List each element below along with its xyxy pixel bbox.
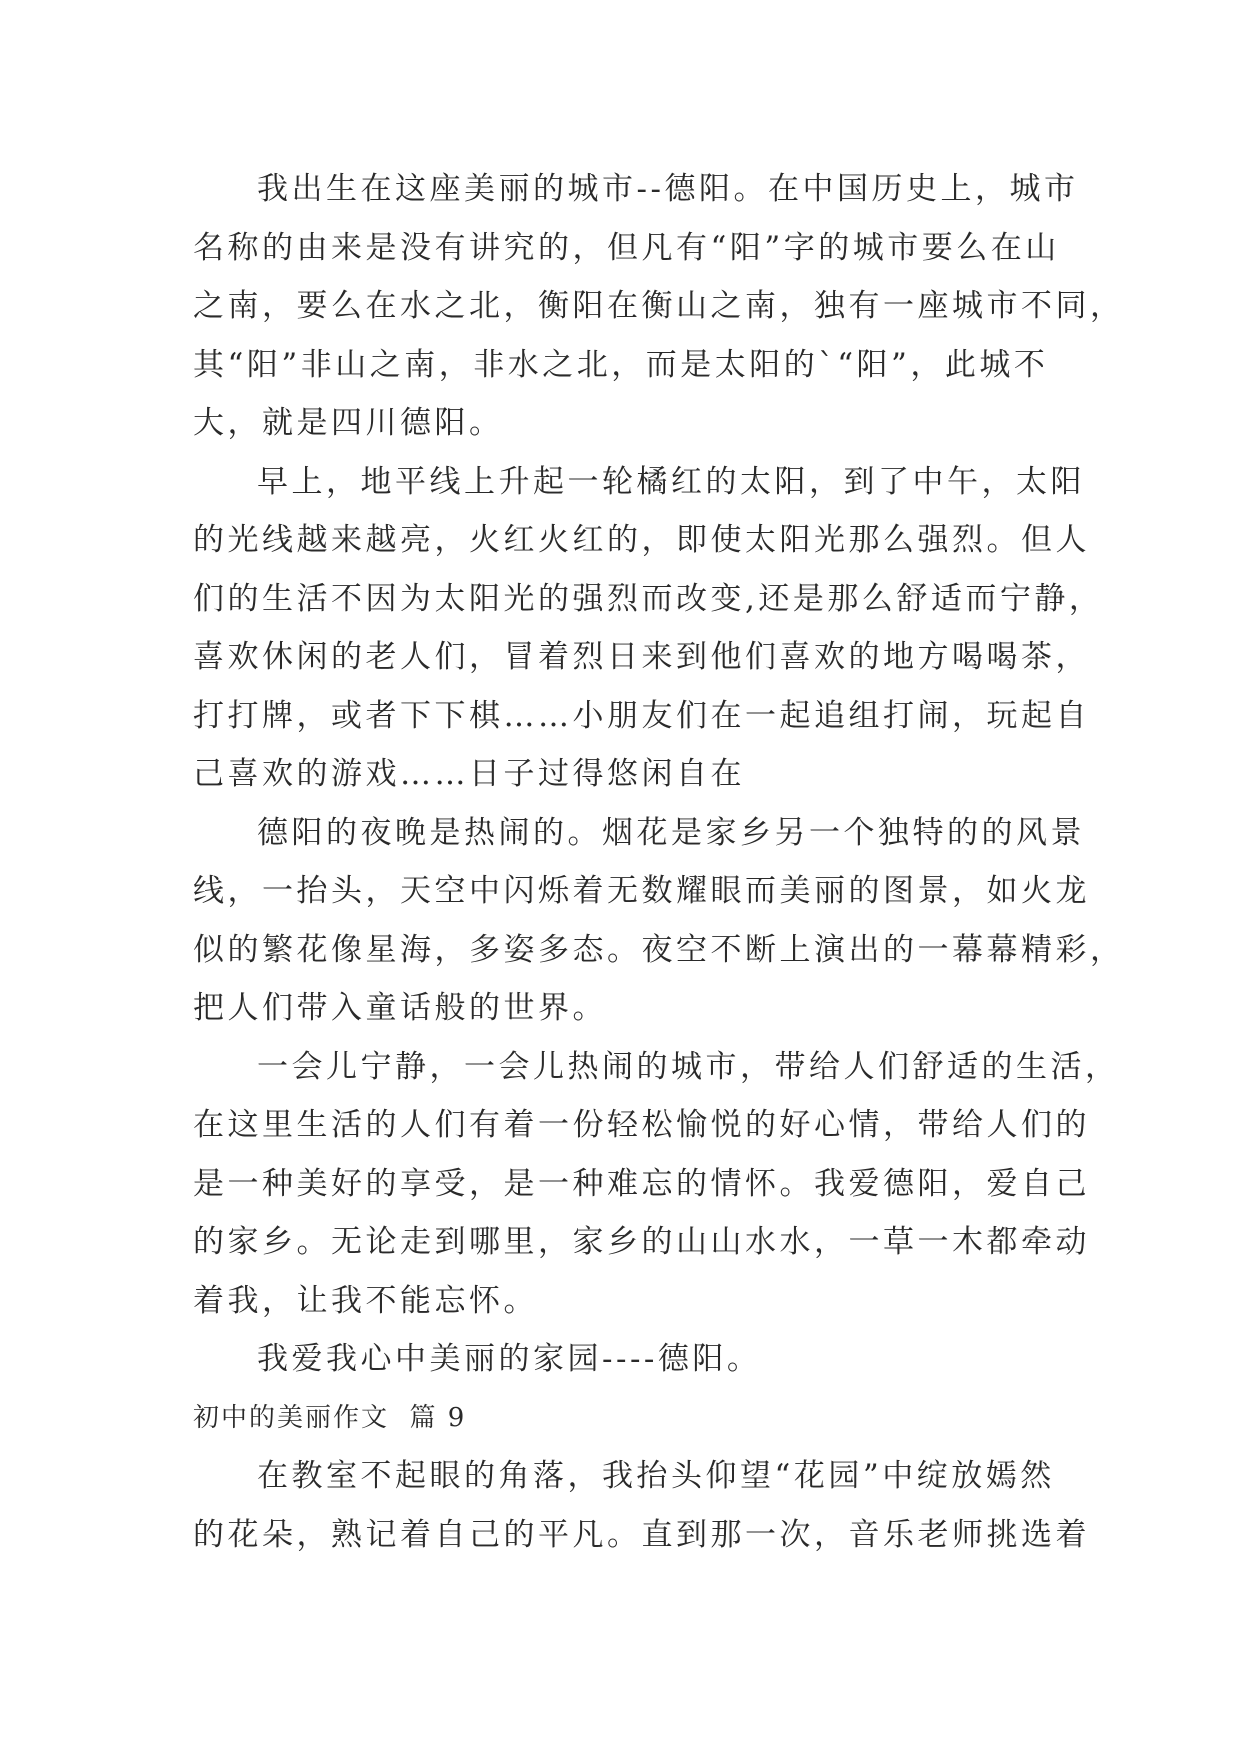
text-line: 似的繁花像星海，多姿多态。夜空不断上演出的一幕幕精彩， [193, 931, 1125, 968]
text-line: 的家乡。无论走到哪里，家乡的山山水水，一草一木都牵动 [193, 1224, 1090, 1260]
text-line: 着我，让我不能忘怀。 [193, 1282, 538, 1319]
document-body [193, 160, 1125, 1564]
text-line: 是一种美好的享受，是一种难忘的情怀。我爱德阳，爱自己 [193, 1165, 1090, 1202]
text-line: 一会儿宁静，一会儿热闹的城市，带给人们舒适的生活， [257, 1048, 1120, 1085]
text-line: 们的生活不因为太阳光的强烈而改变,还是那么舒适而宁静， [193, 580, 1104, 617]
text-line: 我爱我心中美丽的家园----德阳。 [257, 1341, 762, 1377]
text-line: 德阳的夜晚是热闹的。烟花是家乡另一个独特的的风景 [257, 814, 1085, 851]
text-line: 我出生在这座美丽的城市--德阳。在中国历史上，城市 [257, 171, 1079, 207]
text-line: 的花朵，熟记着自己的平凡。直到那一次，音乐老师挑选着 [193, 1516, 1090, 1553]
text-line: 其“阳”非山之南，非水之北，而是太阳的`“阳”，此城不 [193, 346, 1049, 383]
section-heading: 初中的美丽作文 篇 9 [193, 1402, 467, 1433]
text-line: 己喜欢的游戏……日子过得悠闲自在 [193, 756, 745, 792]
text-line: 大，就是四川德阳。 [193, 405, 504, 441]
text-line: 线，一抬头，天空中闪烁着无数耀眼而美丽的图景，如火龙 [193, 873, 1090, 909]
text-line: 的光线越来越亮，火红火红的，即使太阳光那么强烈。但人 [193, 522, 1090, 558]
text-line: 把人们带入童话般的世界。 [193, 990, 607, 1026]
text-line: 早上，地平线上升起一轮橘红的太阳，到了中午，太阳 [257, 463, 1085, 500]
text-line: 名称的由来是没有讲究的，但凡有“阳”字的城市要么在山 [193, 229, 1060, 266]
text-line: 在这里生活的人们有着一份轻松愉悦的好心情，带给人们的 [193, 1107, 1090, 1143]
text-line: 在教室不起眼的角落，我抬头仰望“花园”中绽放嫣然 [257, 1458, 1055, 1494]
text-line: 喜欢休闲的老人们，冒着烈日来到他们喜欢的地方喝喝茶， [193, 639, 1090, 675]
text-line: 打打牌，或者下下棋……小朋友们在一起追组打闹，玩起自 [193, 697, 1090, 734]
text-line: 之南，要么在水之北，衡阳在衡山之南，独有一座城市不同， [193, 288, 1125, 324]
